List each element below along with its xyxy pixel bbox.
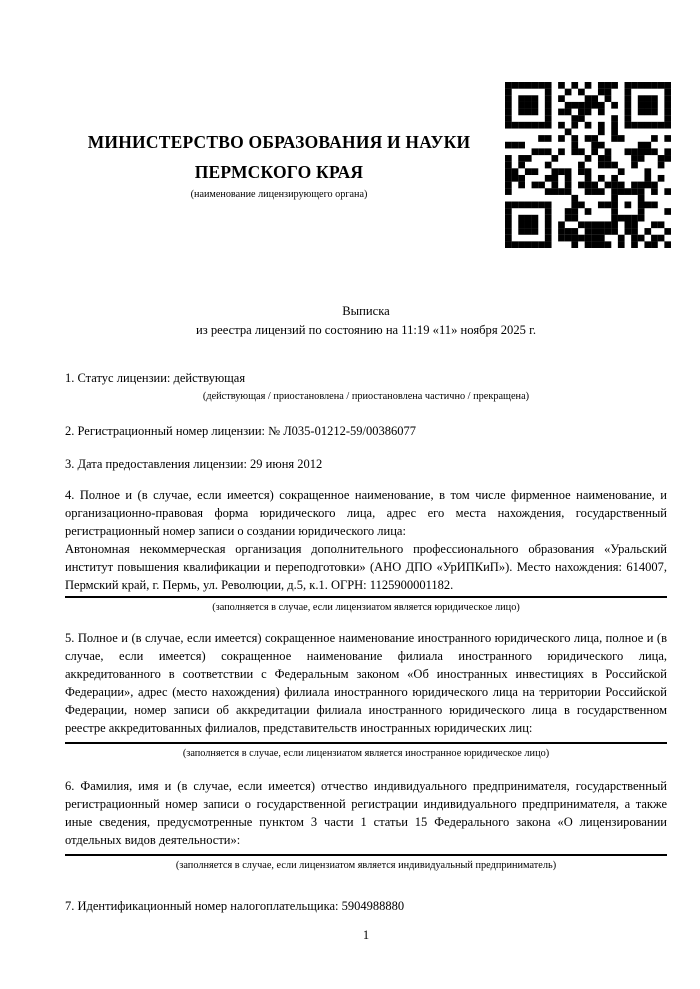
qr-code-icon [505,82,671,248]
item-6-fill-line [65,854,667,856]
item-2-text: 2. Регистрационный номер лицензии: № Л035-01212-59/00386077 [65,424,416,438]
item-5-fill-line [65,742,667,744]
item-2-registration-number [65,422,667,440]
item-3-text: 3. Дата предоставления лицензии: 29 июня 2012 [65,457,323,471]
item-4-value: Автономная некоммерческая организация дополнительного профессионального образования «Уральский институт повышения квалификации и переподготовки» (АНО ДПО «УрИПКиП»). Место нахождения: 614007, Пермский край, г. Пермь, ул. Революции, д.5, к.1. ОГРН: 1125900001182. [65,542,667,592]
page-number: 1 [362,928,370,942]
ministry-line-2: ПЕРМСКОГО КРАЯ [194,162,364,182]
item-4-text: 4. Полное и (в случае, если имеется) сокращенное наименование, в том числе фирменное наименование, и организационно-правовая форма юридического лица, адрес его места нахождения, государственный регистрационный номер записи о создании юридического лица: [65,488,667,538]
item-5-note: (заполняется в случае, если лицензиатом является иностранное юридическое лицо) [182,748,550,759]
item-1-license-status [65,369,667,404]
item-1-note: (действующая / приостановлена / приостановлена частично / прекращена) [202,391,530,402]
item-5-foreign-entity [65,629,667,761]
item-7-taxpayer-id [65,897,667,915]
item-6-text: 6. Фамилия, имя и (в случае, если имеется) отчество индивидуального предпринимателя, государственный регистрационный номер записи о государственной регистрации индивидуального предпринимателя, а также иные сведения, предусмотренные пунктом 3 части 1 статьи 15 Федерального закона «О лицензировании отдельных видов деятельности»: [65,779,667,847]
item-4-fill-line [65,596,667,598]
document-title-line-2: из реестра лицензий по состоянию на 11:19 «11» ноября 2025 г. [195,323,536,337]
ministry-line-1: МИНИСТЕРСТВО ОБРАЗОВАНИЯ И НАУКИ [87,132,471,152]
item-6-note: (заполняется в случае, если лицензиатом является индивидуальный предприниматель) [175,860,557,871]
document-title [65,302,667,340]
licensing-authority-name [65,127,493,187]
item-3-grant-date [65,455,667,473]
item-1-text: 1. Статус лицензии: действующая [65,371,246,385]
item-6-individual-entrepreneur [65,777,667,873]
item-7-text: 7. Идентификационный номер налогоплательщика: 5904988880 [65,899,405,913]
licensing-authority-caption: (наименование лицензирующего органа) [190,189,368,200]
item-5-text: 5. Полное и (в случае, если имеется) сокращенное наименование иностранного юридического лица, полное и (в случае, если имеется) сокращенное наименование филиала иностранного юридического лица, аккредитованного в соответствии с Федеральным законом «Об иностранных инвестициях в Российской Федерации», адрес (место нахождения) филиала иностранного юридического лица на территории Российской Федерации, номер записи об аккредитации филиала иностранного юридического лица в государственном реестре аккредитованных филиалов, представительств иностранных юридических лиц: [65,631,667,735]
item-4-note: (заполняется в случае, если лицензиатом является юридическое лицо) [212,602,520,613]
item-4-legal-entity [65,486,667,615]
document-title-line-1: Выписка [342,304,390,318]
